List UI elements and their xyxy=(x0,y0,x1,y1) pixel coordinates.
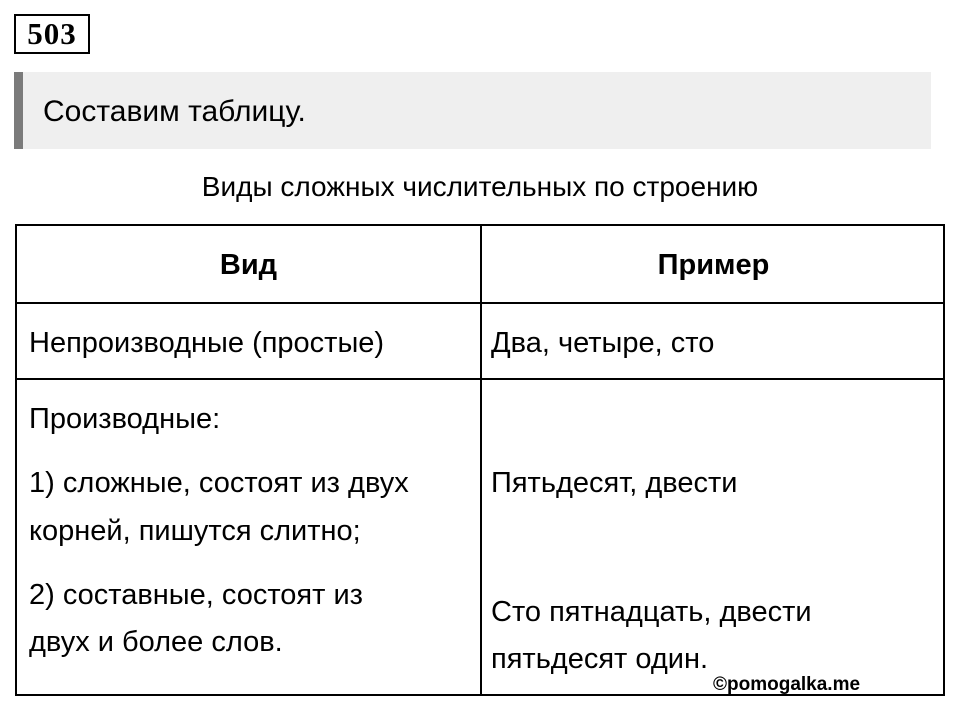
row-divider xyxy=(17,378,943,380)
row2-type-2-line1: 2) составные, состоят из xyxy=(29,579,363,611)
header-type: Вид xyxy=(219,249,278,281)
row2-type-2-line2: двух и более слов. xyxy=(29,626,283,658)
table-caption: Виды сложных числительных по строению xyxy=(201,171,759,202)
intro-banner xyxy=(14,72,931,149)
row2-example-1: Пятьдесят, двести xyxy=(491,467,738,499)
numerals-table xyxy=(15,224,945,696)
row1-type: Непроизводные (простые) xyxy=(29,327,385,359)
watermark: ©pomogalka.me xyxy=(713,674,861,695)
header-divider xyxy=(17,302,943,304)
intro-text: Составим таблицу. xyxy=(43,95,306,128)
row2-type-1-line1: 1) сложные, состоят из двух xyxy=(29,467,409,499)
row2-example-2-line1: Сто пятнадцать, двести xyxy=(491,596,812,628)
task-number: 503 xyxy=(14,14,90,54)
row2-example-2-line2: пятьдесят один. xyxy=(491,643,709,675)
column-divider xyxy=(480,226,482,694)
header-example: Пример xyxy=(657,249,770,281)
row1-example: Два, четыре, сто xyxy=(491,327,715,359)
row2-type-1-line2: корней, пишутся слитно; xyxy=(29,515,361,547)
row2-type-title: Производные: xyxy=(29,403,221,435)
